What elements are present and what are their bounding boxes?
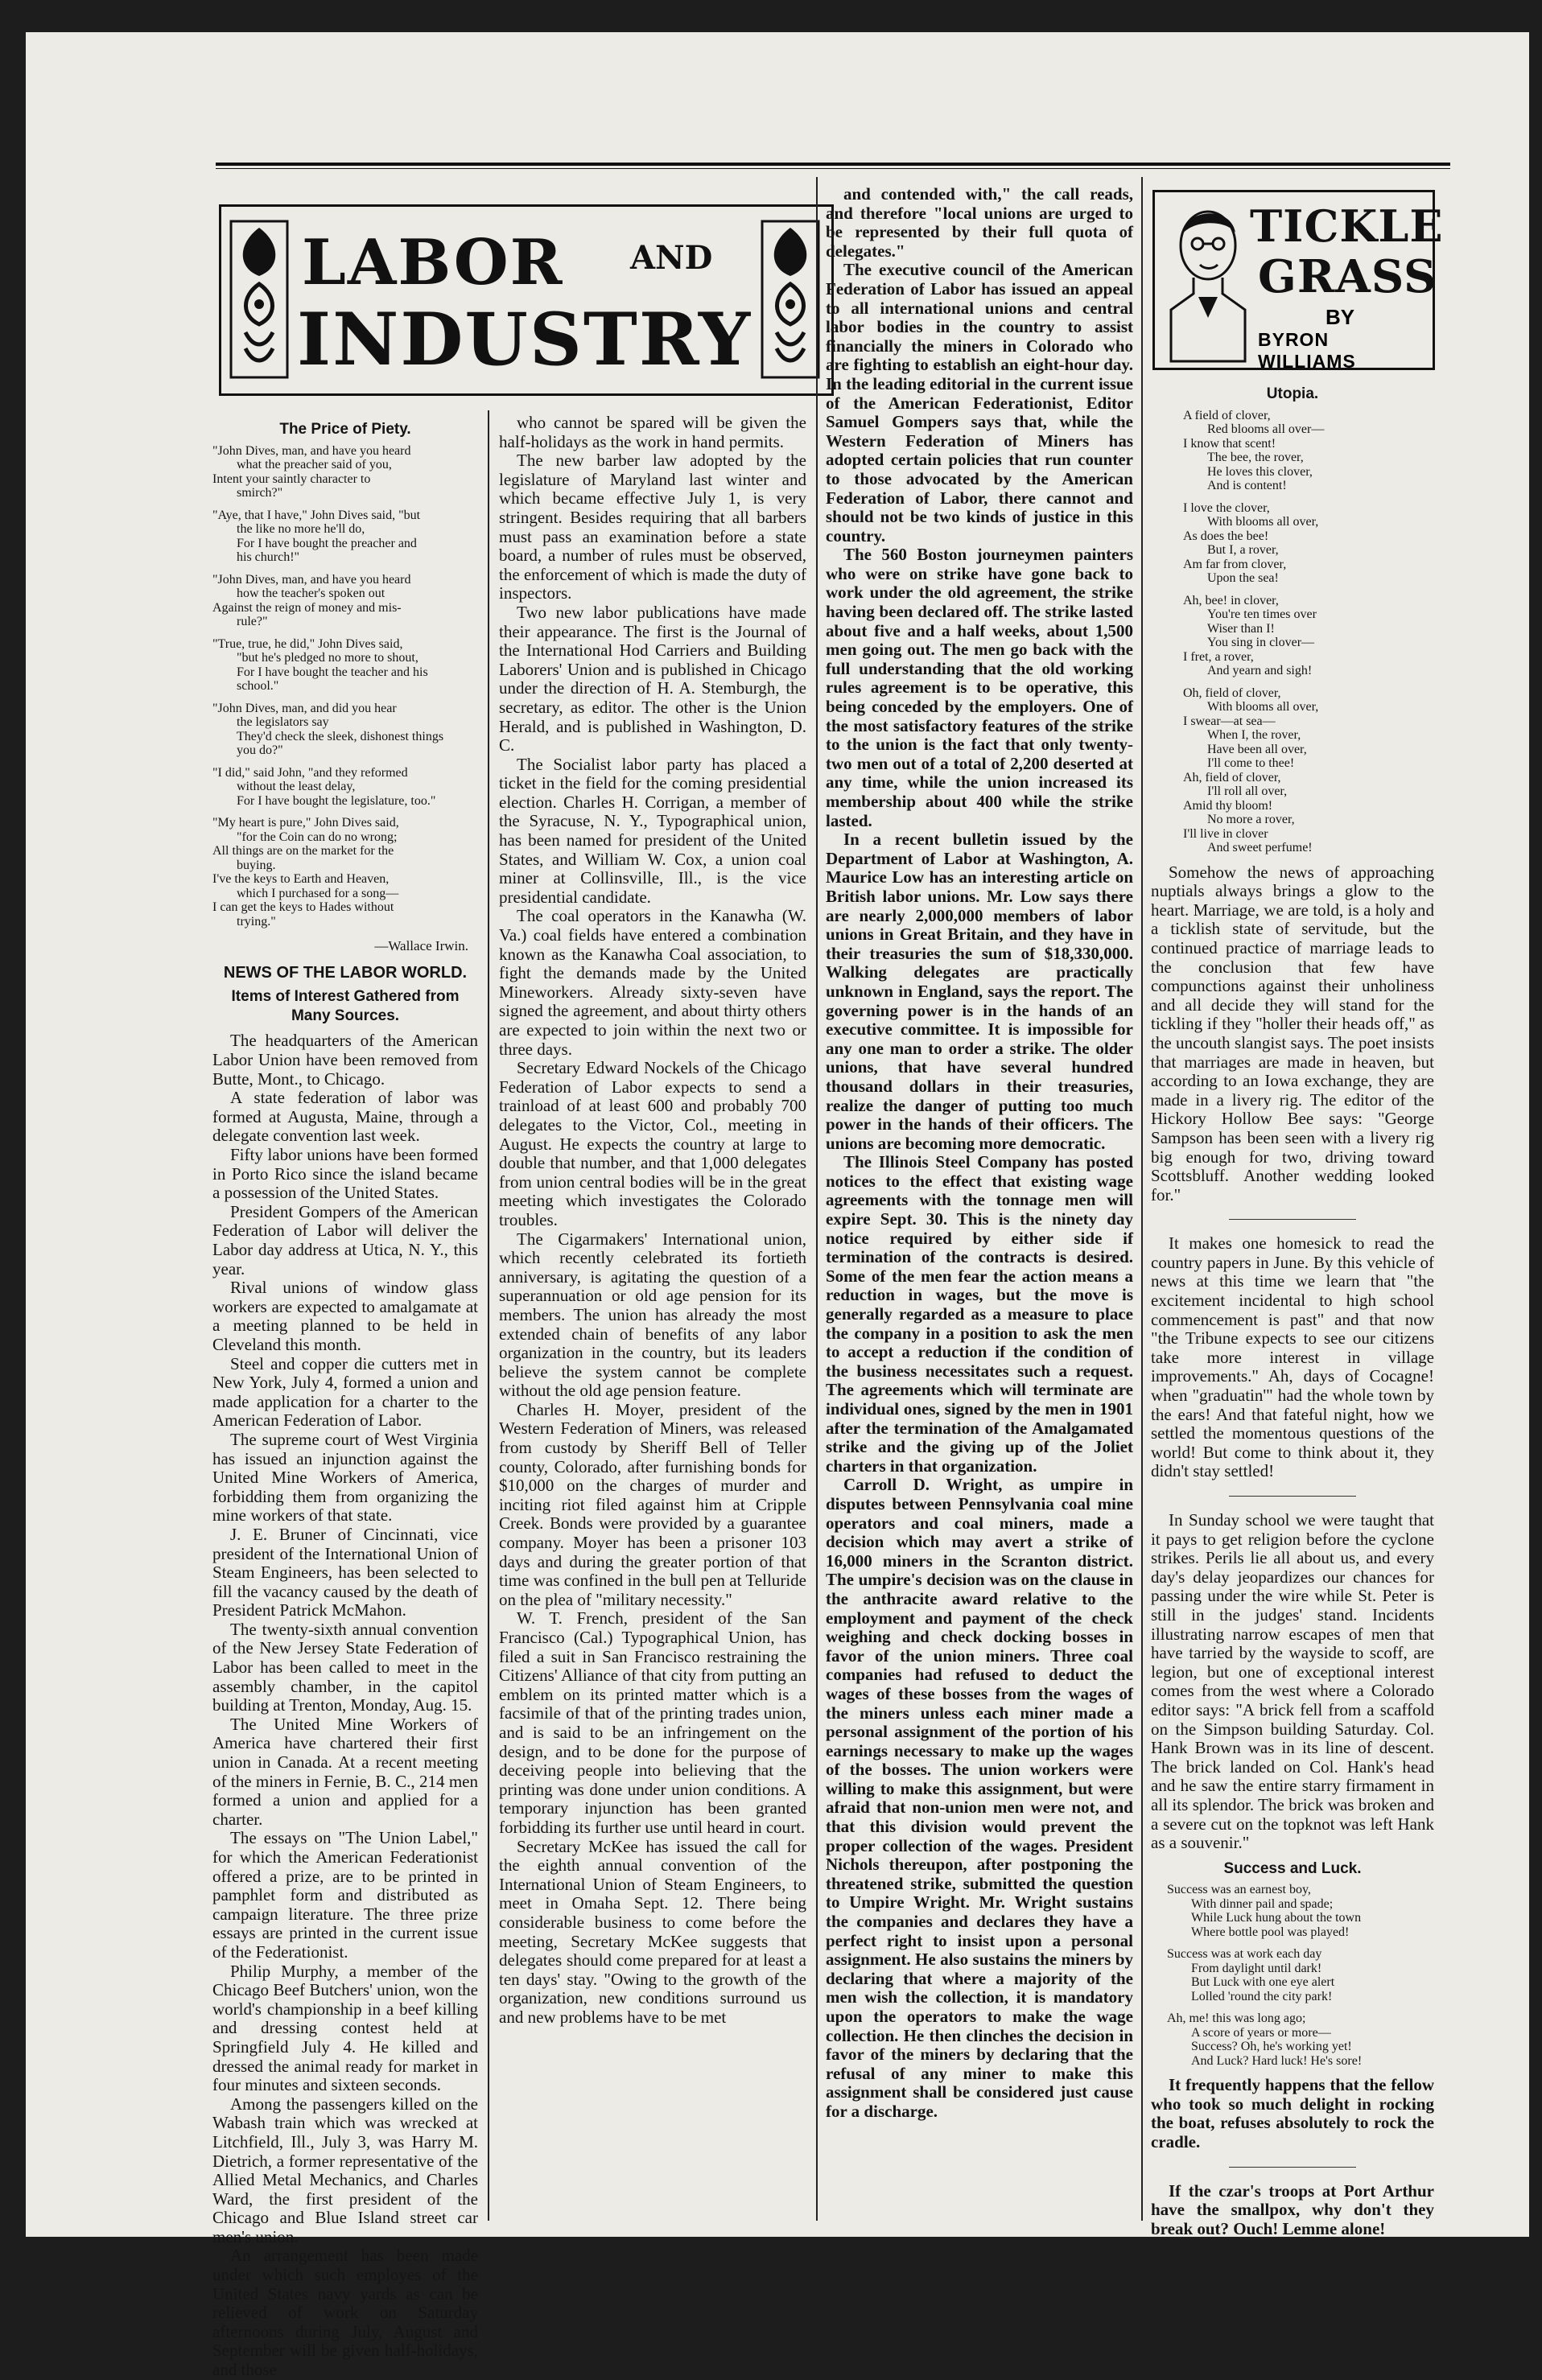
article-paragraph: The Cigarmakers' International union, which recently celebrated its fortieth anniversary, is agitating the question of a superannuation or old age pension for its members. The union has already the most extended chain of benefits of any labor organization in the country, but its leaders believe the system cannot be complete without the old age pension feature. — [499, 1229, 806, 1401]
poem-line: "My heart is pure," John Dives said, — [212, 816, 399, 830]
news-items-continued — [826, 185, 1133, 2122]
poem-utopia — [1151, 409, 1434, 855]
poem-line: buying. — [237, 858, 276, 872]
article-paragraph: Two new labor publications have made their appearance. The first is the Journal of the International Hod Carriers and Building Laborers' Union and is published in Chicago under the direction of H. A. Stemburgh, the secretary, as editor. The other is the Union Herald, and is published in Washington, D. C. — [499, 602, 806, 756]
poem-stanza — [1183, 409, 1434, 493]
poem-line: A score of years or more— — [1191, 2025, 1331, 2040]
article-paragraph: The 560 Boston journeymen painters who were on strike have gone back to work under the old agreement, the strike having been declared off. The strike lasted about five and a half weeks, about 1,500 men going out. The men go back with the full understanding that the old working rules agreement is to be operative, this being conceded by the employers. One of the most satisfactory features of the strike to the union is the fact that only twenty-two men out of a total of 2,200 deserted at any time, while the union increased its membership about 400 while the strike lasted. — [826, 545, 1133, 830]
poem-line: without the least delay, — [237, 780, 356, 794]
poem-line: "John Dives, man, and did you hear — [212, 701, 397, 715]
paragraph-czar-troops — [1151, 2182, 1434, 2239]
poem-stanza — [1167, 1883, 1434, 1939]
poem-line: his church!" — [237, 550, 300, 565]
poem-line: All things are on the market for the — [212, 844, 394, 859]
article-paragraph: The essays on "The Union Label," for which the American Federationist offered a prize, are to be printed in pamphlet form and distributed as campaign literature. The three prize essays are printed in the current issue of the Federationist. — [212, 1828, 478, 1962]
poem-line: I fret, a rover, — [1183, 649, 1254, 664]
poem-line: Where bottle pool was played! — [1191, 1925, 1350, 1939]
poem-line: I'll come to thee! — [1207, 756, 1295, 771]
article-paragraph: W. T. French, president of the San Francisco (Cal.) Typographical Union, has filed a suit in San Francisco restraining the Citizens' Alliance of that city from putting an emblem on its printed matter which is a facsimile of that of the printing trades union, and is said to be an infringement on the design, and to be done for the purpose of deceiving people into believing that the printing was done under union conditions. A temporary injunction has been granted forbidding its further use until heard in court. — [499, 1608, 806, 1837]
poem-line: And sweet perfume! — [1207, 841, 1313, 855]
article-paragraph: Carroll D. Wright, as umpire in disputes between Pennsylvania coal mine operators and coal miners, made a decision which may avert a strike of 16,000 miners in the Scranton district. The umpire's decision was on the clause in the anthracite award relative to the employment and payment of the check weighing and check docking bosses in favor of the union miners. Three coal companies had refused to deduct the wages of these bosses from the wages of the miners unless each miner made a personal assignment of the portion of his earnings necessary to make up the wages of the bosses. The union workers were willing to make this assignment, but were afraid that non-union men were not, and that this division would prevent the proper collection of the wages. President Nichols thereupon, after postponing the threatened strike, submitted the question to Umpire Wright. Mr. Wright sustains the companies and declares they have a perfect right to insist upon a personal assignment. He also sustains the miners by declaring that where a majority of the men wish the collection, it is mandatory upon the operators to make the wage collection. He then clinches the decision in favor of the miners by declaring that the refusal of any miner to make this assignment shall be considered just cause for a discharge. — [826, 1475, 1133, 2121]
poem-line: For I have bought the teacher and his — [237, 665, 428, 679]
newspaper-page — [26, 32, 1529, 2380]
article-paragraph: Philip Murphy, a member of the Chicago Beef Butchers' union, won the world's championship in a beef killing and dressing contest held at Springfield July 4. He killed and dressed the animal ready for market in four minutes and sixteen seconds. — [212, 1961, 478, 2095]
poem-line: Wiser than I! — [1207, 621, 1275, 636]
poem-line: I'll live in clover — [1183, 826, 1268, 841]
poem-line: I can get the keys to Hades without — [212, 900, 394, 915]
column-2 — [499, 414, 806, 2027]
poem-line: He loves this clover, — [1207, 464, 1313, 479]
paragraph-country-papers — [1151, 1234, 1434, 1481]
article-paragraph: The headquarters of the American Labor Union have been removed from Butte, Mont., to Chicago. — [212, 1031, 478, 1089]
poem-line: "Aye, that I have," John Dives said, "but — [212, 508, 421, 522]
poem-line: While Luck hung about the town — [1191, 1911, 1362, 1925]
tickle-title: TICKLE — [1250, 200, 1444, 252]
masthead-industry: INDUSTRY — [297, 297, 752, 382]
column-rule-3 — [1141, 177, 1143, 2221]
poem-line: Am far from clover, — [1183, 557, 1287, 571]
poem-price-of-piety — [212, 444, 478, 929]
poem-line: the like no more he'll do, — [237, 522, 365, 537]
article-paragraph: A state federation of labor was formed at Augusta, Maine, through a delegate convention last week. — [212, 1088, 478, 1146]
poem-stanza — [1183, 686, 1434, 855]
poem-title: The Price of Piety. — [279, 421, 411, 438]
divider — [1229, 1219, 1356, 1220]
tickle-grass-masthead — [1152, 190, 1444, 372]
article-paragraph: J. E. Bruner of Cincinnati, vice president of the International Union of Steam Engineers, has been selected to fill the vacancy caused by the death of President Patrick McMahon. — [212, 1524, 478, 1620]
column-1 — [212, 414, 478, 2380]
poem-line: No more a rover, — [1207, 813, 1295, 827]
poem-line: Ah, field of clover, — [1183, 770, 1281, 784]
poem-line: You're ten times over — [1207, 607, 1317, 622]
article-paragraph: The supreme court of West Virginia has issued an injunction against the United Mine Workers of America, forbidding them from organizing the mine workers of that state. — [212, 1429, 478, 1526]
poem-line: You sing in clover— — [1207, 636, 1315, 650]
poem-line: "for the Coin can do no wrong; — [237, 830, 398, 844]
article-paragraph: It frequently happens that the fellow who took so much delight in rocking the boat, refuses absolutely to rock the cradle. — [1151, 2075, 1434, 2152]
poem-line: Ah, me! this was long ago; — [1167, 2011, 1306, 2026]
poem-line: Against the reign of money and mis- — [212, 600, 402, 615]
poem-line: smirch?" — [237, 486, 283, 500]
poem-line: From daylight until dark! — [1191, 1961, 1322, 1975]
poem-line: Have been all over, — [1207, 742, 1307, 756]
poem-line: how the teacher's spoken out — [237, 587, 386, 601]
poem-line: Lolled 'round the city park! — [1191, 1989, 1333, 2003]
portrait-illustration-icon — [1161, 197, 1251, 361]
poem-success-luck — [1151, 1883, 1434, 2068]
article-paragraph: The coal operators in the Kanawha (W. Va.) coal fields have entered a combination known as the Kanawha Coal association, to fight the demands made by the United Mineworkers. Already sixty-seven have signed the agreement, and about thirty others are expected to join within the next two or three days. — [499, 906, 806, 1059]
article-paragraph: In Sunday school we were taught that it pays to get religion before the cyclone strikes. Perils lie all about us, and every day's delay jeopardizes our chances for passing under the wire while St. Peter is still in the judges' stand. Incidents illustrating narrow escapes of men that have tarried by the wayside to scoff, are legion, but one of exceptional interest comes from the west where a Colorado editor says: "A brick fell from a scaffold on the Simpson building Saturday. Col. Hank Brown was in its line of descent. The brick landed on Col. Hank's head and he saw the entire starry firmament in all its splendor. The brick was broken and a severe cut on the topknot was left Hank as a souvenir." — [1151, 1510, 1434, 1853]
article-paragraph: Among the passengers killed on the Wabash train which was wrecked at Litchfield, Ill., July 3, was Harry M. Dietrich, a former representative of the Allied Metal Mechanics, and Charles Ward, the first president of the Chicago and Blue Island street car men's union. — [212, 2094, 478, 2246]
poem-stanza — [212, 573, 478, 629]
news-items — [212, 1031, 478, 2379]
poem-stanza — [1183, 501, 1434, 586]
poem-line: Amid thy bloom! — [1183, 798, 1273, 813]
article-paragraph: The Socialist labor party has placed a ticket in the field for the coming presidential election. Charles H. Corrigan, a member of the Syracuse, N. Y., Typographical union, has been named for president of the United States, and William W. Cox, a union coal miner at Collinsville, Ill., is the vice presidential candidate. — [499, 754, 806, 907]
column-rule-2 — [816, 177, 818, 2221]
poem-line: "John Dives, man, and have you heard — [212, 572, 411, 587]
poem-line: With blooms all over, — [1207, 700, 1319, 714]
poem-stanza — [212, 702, 478, 758]
poem-stanza — [212, 509, 478, 565]
article-paragraph: Secretary Edward Nockels of the Chicago Federation of Labor expects to send a trainload of at least 600 and probably 700 delegates to the Victor, Col., meeting in August. He expects the country at large to double that number, and that 1,000 delegates from union central bodies will be in the great meeting which investigates the Colorado troubles. — [499, 1058, 806, 1229]
divider — [1229, 2167, 1356, 2168]
article-paragraph: and contended with," the call reads, and therefore "local unions are urged to be represented by their full quota of delegates." — [826, 184, 1133, 261]
poem-stanza — [212, 444, 478, 500]
article-paragraph: Charles H. Moyer, president of the Western Federation of Miners, was released from custody by Sheriff Bell of Teller county, Colorado, after furnishing bonds for $10,000 on the charges of murder and inciting riot filed against him at Cripple Creek. Bonds were provided by a guarantee company. Moyer has been a prisoner 103 days and during the greater portion of that time was confined in the bull pen at Telluride on the plea of "military necessity." — [499, 1399, 806, 1609]
left-ornament-icon — [229, 220, 289, 379]
poem-line: For I have bought the preacher and — [237, 536, 417, 550]
article-paragraph: An arrangement has been made under which such employes of the United States navy yards as can be relieved of work on Saturday afternoons during July, August and September will be given half-holidays, and those — [212, 2246, 478, 2380]
article-paragraph: The United Mine Workers of America have chartered their first union in Canada. At a recent meeting of the miners in Fernie, B. C., 214 men formed a union and applied for a charter. — [212, 1714, 478, 1829]
grass-title: GRASS — [1258, 250, 1437, 303]
poem-line: And is content! — [1207, 479, 1287, 493]
divider — [1229, 1496, 1356, 1497]
poem-line: I swear—at sea— — [1183, 714, 1276, 728]
poem-line: what the preacher said of you, — [237, 458, 392, 472]
poem-stanza — [1167, 1947, 1434, 2003]
article-paragraph: The new barber law adopted by the legislature of Maryland last winter and which became effective July 1, is very stringent. Besides requiring that all barbers must pass an examination before a state board, a number of rules must be observed, the enforcement of which is made the duty of inspectors. — [499, 451, 806, 603]
poem-line: When I, the rover, — [1207, 728, 1301, 743]
poem-line: With blooms all over, — [1207, 515, 1319, 529]
article-paragraph: In a recent bulletin issued by the Department of Labor at Washington, A. Maurice Low has an interesting article on British labor unions. Mr. Low says there are nearly 2,000,000 members of labor unions in Great Britain, and they have in their treasuries the sum of $18,330,000. Walking delegates are practically unknown in England, says the report. The governing power is in the hands of an executive committee. It is impossible for any one man to order a strike. The older unions, that have several hundred thousand dollars in their treasuries, realize the danger of putting too much power in the hands of their officers. The unions are becoming more democratic. — [826, 830, 1133, 1153]
poem-line: Intent your saintly character to — [212, 471, 371, 486]
article-paragraph: Rival unions of window glass workers are expected to amalgamate at a meeting planned to be held in Cleveland this month. — [212, 1278, 478, 1354]
right-ornament-icon — [761, 220, 820, 379]
poem-stanza — [212, 637, 478, 694]
poem-line: rule?" — [237, 615, 268, 629]
poem-line: the legislators say — [237, 715, 329, 730]
masthead-labor: LABOR — [302, 226, 564, 299]
success-luck-title: Success and Luck. — [1223, 1859, 1362, 1877]
article-paragraph: Secretary McKee has issued the call for the eighth annual convention of the International Union of Steam Engineers, to meet in Omaha Sept. 12. There being considerable business to come before the meeting, Secretary McKee suggests that delegates should come prepared for at least a ten days' stay. "Owing to the growth of the organization, new conditions surround us and new problems have to be met — [499, 1836, 806, 2027]
masthead-and: AND — [630, 239, 713, 277]
article-paragraph: The Illinois Steel Company has posted notices to the effect that existing wage agreements with the tonnage men will expire Sept. 30. This is the ninety day notice required by either side if termination of the contracts is desired. Some of the men fear the action means a reduction in wages, but the move is generally regarded as a measure to place the company in a position to ask the men to accept a reduction if the condition of the business necessitates such a request. The agreements which will terminate are individual ones, signed by the men in 1901 after the termination of the Amalgamated strike and the giving up of the Joliet charters in that organization. — [826, 1152, 1133, 1476]
poem-stanza — [1167, 2011, 1434, 2068]
article-paragraph: The executive council of the American Federation of Labor has issued an appeal to all international unions and central labor bodies in the country to assist financially the miners in Colorado who are fighting to establish an eight-hour day. In the leading editorial in the current issue of the American Federationist, Editor Samuel Gompers says that, while the Western Federation of Miners has adopted certain policies that run counter to those advocated by the American Federation of Labor, there cannot and should not be two kinds of justice in this country. — [826, 260, 1133, 546]
paragraph-nuptials — [1151, 863, 1434, 1205]
poem-line: school." — [237, 679, 279, 694]
column-3 — [826, 185, 1133, 2122]
poem-line: As does the bee! — [1183, 529, 1269, 543]
paragraph-rocking-boat — [1151, 2076, 1434, 2151]
article-paragraph: It makes one homesick to read the country papers in June. By this vehicle of news at this time we learn that "the excitement incidental to high school commencement is past" and that now "the Tribune expects to see our citizens take more interest in village improvements." Ah, days of Cocagne! when "graduatin'" had the whole town by the ears! And that fateful night, how we settled the momentous questions of the world! But come to think about it, they didn't stay settled! — [1151, 1233, 1434, 1481]
poem-stanza — [212, 766, 478, 809]
poem-line: But I, a rover, — [1207, 543, 1279, 558]
poem-line: And Luck? Hard luck! He's sore! — [1191, 2053, 1363, 2068]
poem-line: And yearn and sigh! — [1207, 664, 1313, 678]
poem-line: Success was an earnest boy, — [1167, 1883, 1311, 1897]
poem-line: With dinner pail and spade; — [1191, 1896, 1334, 1911]
poem-line: you do?" — [237, 743, 283, 758]
news-heading: NEWS OF THE LABOR WORLD. — [223, 963, 468, 982]
poem-line: which I purchased for a song— — [237, 886, 399, 900]
poem-line: Ah, bee! in clover, — [1183, 593, 1279, 607]
top-rule — [216, 163, 1450, 169]
news-subheading: Items of Interest Gathered from Many Sources. — [231, 988, 460, 1024]
poem-line: Upon the sea! — [1207, 571, 1279, 586]
poem-stanza — [212, 816, 478, 929]
poem-line: But Luck with one eye alert — [1191, 1975, 1335, 1990]
poem-line: I know that scent! — [1183, 436, 1276, 451]
article-paragraph: President Gompers of the American Federation of Labor will deliver the Labor day address at Utica, N. Y., this year. — [212, 1201, 478, 1279]
poem-line: trying." — [237, 914, 276, 929]
column-4 — [1151, 378, 1434, 2238]
utopia-title: Utopia. — [1266, 385, 1319, 402]
paragraph-sunday-school — [1151, 1511, 1434, 1853]
poem-line: I've the keys to Earth and Heaven, — [212, 872, 390, 887]
article-paragraph: Steel and copper die cutters met in New York, July 4, formed a union and made application for a charter to the American Federation of Labor. — [212, 1353, 478, 1431]
byline-by: BY — [1326, 305, 1355, 329]
poem-line: "John Dives, man, and have you heard — [212, 443, 411, 458]
poem-line: The bee, the rover, — [1207, 451, 1304, 465]
column-rule-1 — [488, 410, 489, 2221]
poem-line: Red blooms all over— — [1207, 422, 1325, 437]
poem-line: For I have bought the legislature, too." — [237, 793, 436, 808]
poem-line: "I did," said John, "and they reformed — [212, 765, 408, 780]
article-paragraph: who cannot be spared will be given the half-holidays as the work in hand permits. — [499, 413, 806, 451]
poem-line: Oh, field of clover, — [1183, 686, 1281, 700]
poem-attribution: —Wallace Irwin. — [374, 938, 468, 954]
poem-line: They'd check the sleek, dishonest things — [237, 729, 444, 743]
poem-line: "True, true, he did," John Dives said, — [212, 636, 403, 651]
poem-line: I love the clover, — [1183, 500, 1270, 515]
labor-industry-masthead — [219, 204, 834, 396]
poem-line: "but he's pledged no more to shout, — [237, 651, 418, 665]
poem-line: A field of clover, — [1183, 408, 1271, 422]
article-paragraph: Fifty labor unions have been formed in Porto Rico since the island became a possession of the United States. — [212, 1145, 478, 1203]
article-paragraph: If the czar's troops at Port Arthur have the smallpox, why don't they break out? Ouch! Lemme alone! — [1151, 2180, 1434, 2238]
poem-line: I'll roll all over, — [1207, 784, 1288, 799]
byline-author: BYRON WILLIAMS — [1258, 329, 1356, 372]
poem-line: Success? Oh, he's working yet! — [1191, 2040, 1352, 2054]
article-paragraph: The twenty-sixth annual convention of the New Jersey State Federation of Labor has been called to meet in the assembly chamber, in the capitol building at Trenton, Monday, Aug. 15. — [212, 1619, 478, 1715]
poem-line: Success was at work each day — [1167, 1947, 1322, 1962]
news-items-continued — [499, 414, 806, 2027]
poem-stanza — [1183, 594, 1434, 678]
article-paragraph: Somehow the news of approaching nuptials always brings a glow to the heart. Marriage, we are told, is a holy and a ticklish state of servitude, but the continued practice of marriage leads to the conclusion that few have compunctions against their unholiness and all decide they will stand for the tickling if they "holler their heads off," as the uncouth slangist says. The poet insists that marriages are made in heaven, but according to an Iowa exchange, they are made in a livery rig. The editor of the Hickory Hollow Bee says: "George Sampson has been seen with a livery rig big enough for two, driving toward Scottsbluff. Another wedding looked for." — [1151, 862, 1434, 1204]
